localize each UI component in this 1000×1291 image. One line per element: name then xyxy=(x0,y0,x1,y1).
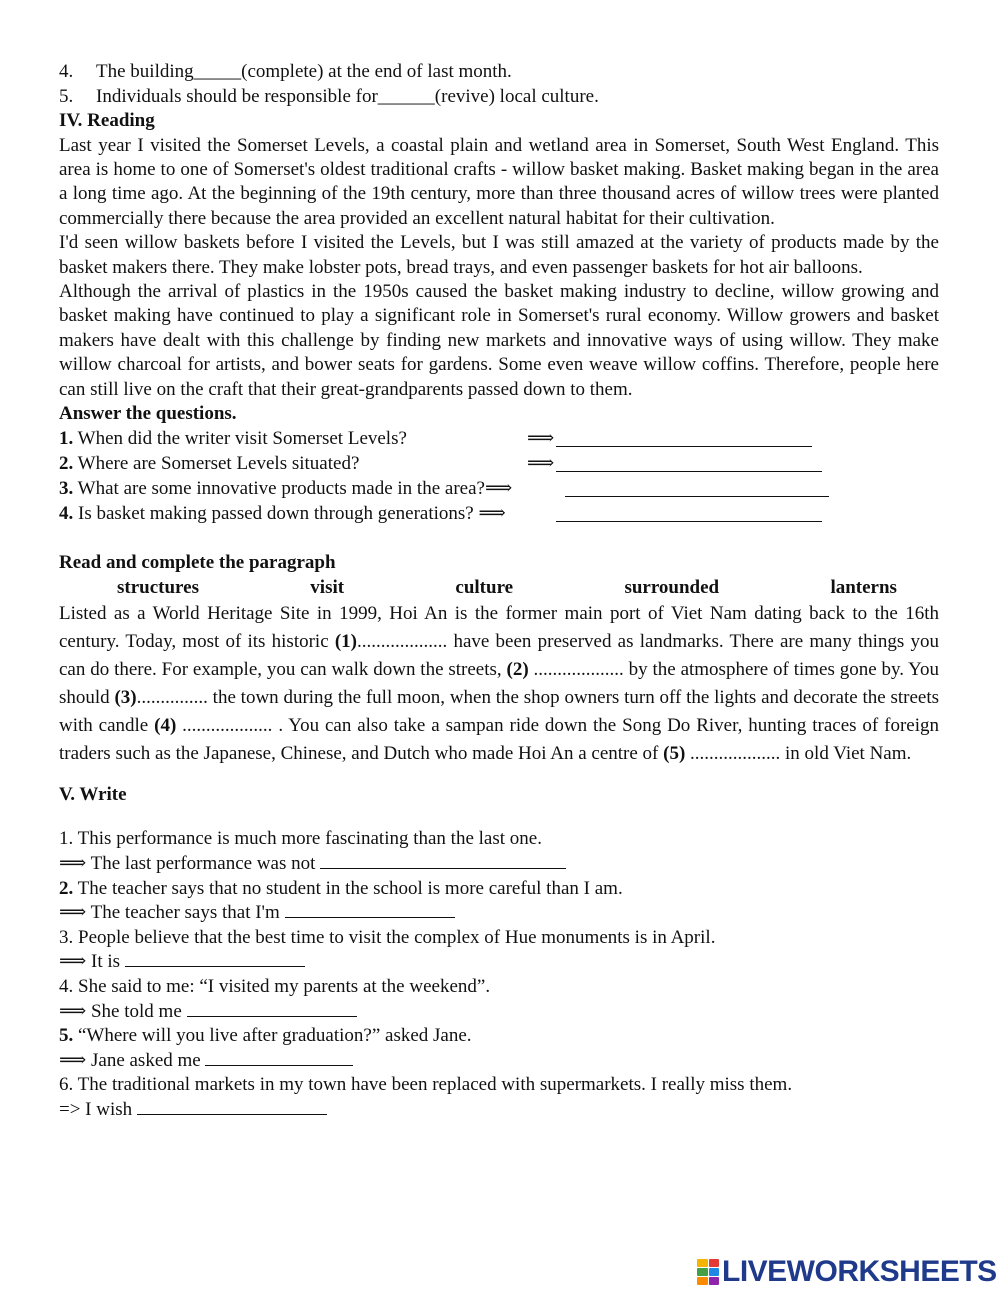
logo-block xyxy=(709,1268,720,1276)
question-text: Where are Somerset Levels situated? xyxy=(77,453,360,475)
write-answer-row xyxy=(59,901,939,926)
logo-text: LIVEWORKSHEETS xyxy=(722,1255,997,1288)
logo-block xyxy=(709,1259,720,1267)
write-prompt xyxy=(59,1024,939,1049)
item-number: 4. xyxy=(59,976,74,998)
item-number: 2. xyxy=(59,877,74,899)
reading-paragraph: Although the arrival of plastics in the 1950s caused the basket making industry to decline, willow growing and basket making have continued to play a significant role in Somerset's rural economy. Willow growers and basket makers have dealt with this challenge by finding new markets and innovative ways of using willow. They make willow charcoal for artists, and bower seats for gardens. Some even weave willow coffins. Therefore, people here can still live on the craft that their great-grandparents passed down to them. xyxy=(59,280,939,400)
question-text: Is basket making passed down through generations? xyxy=(78,503,474,525)
prompt-text: People believe that the best time to visit the complex of Hue monuments is in April. xyxy=(78,926,716,948)
answer-input[interactable] xyxy=(556,505,822,522)
write-answer-row xyxy=(59,1000,939,1025)
write-answer-row xyxy=(59,852,939,877)
question-row xyxy=(59,451,939,476)
item-number: 5. xyxy=(59,85,74,107)
cloze-blank-2[interactable]: (2) xyxy=(506,658,529,680)
questions-heading: Answer the questions. xyxy=(59,402,237,424)
cloze-text: ................... in old Viet Nam. xyxy=(685,742,912,764)
answer-blank[interactable]: _____ xyxy=(193,61,242,82)
prompt-text: The teacher says that no student in the school is more careful than I am. xyxy=(77,877,623,899)
answer-lead: => I wish xyxy=(59,1099,133,1120)
logo-block xyxy=(697,1268,708,1276)
answer-lead: ⟹ She told me xyxy=(59,1000,182,1022)
answer-input[interactable] xyxy=(320,852,566,869)
word-bank-item: culture xyxy=(455,576,514,598)
arrow-icon: ⟹ xyxy=(527,428,555,450)
question-row xyxy=(59,501,939,526)
item-number: 1. xyxy=(59,828,74,850)
write-section xyxy=(59,827,939,1122)
cloze-blank-5[interactable]: (5) xyxy=(663,742,686,764)
arrow-icon: ⟹ xyxy=(484,478,513,500)
cloze-text: Listed as a World Heritage Site in 1999, Hoi An is the former main port of Viet Nam dating back to the 16th century. Today, most of its historic xyxy=(59,602,939,652)
section-heading-complete: Read and complete the paragraph xyxy=(59,552,336,574)
cloze-blank-4[interactable]: (4) xyxy=(154,714,177,736)
question-row xyxy=(59,476,939,501)
prompt-text: She said to me: “I visited my parents at the weekend”. xyxy=(78,976,491,998)
answer-input[interactable] xyxy=(556,430,812,447)
item-text: (revive) local culture. xyxy=(434,85,599,107)
prompt-text: The traditional markets in my town have been replaced with supermarkets. I really miss them. xyxy=(77,1074,793,1096)
write-prompt xyxy=(59,1073,939,1098)
question-number: 4. xyxy=(59,503,74,525)
answer-input[interactable] xyxy=(565,480,829,497)
logo-block xyxy=(697,1277,708,1285)
answer-lead: ⟹ The last performance was not xyxy=(59,853,316,875)
prompt-text: This performance is much more fascinating than the last one. xyxy=(77,828,542,850)
answer-lead: ⟹ It is xyxy=(59,951,121,973)
write-answer-row xyxy=(59,1049,939,1074)
write-answer-row xyxy=(59,950,939,975)
question-row xyxy=(59,426,939,451)
cloze-text: ............... the town during the full moon, when the shop owners turn off the lights and decorate the streets with candle xyxy=(59,686,939,736)
section-heading-write: V. Write xyxy=(59,783,127,805)
word-bank-item: surrounded xyxy=(624,576,720,598)
item-text: The building xyxy=(96,61,194,82)
cloze-text: ................... . You can also take a sampan ride down the Song Do River, hunting traces of foreign traders such as the Japanese, Chinese, and Dutch who made Hoi An a centre of xyxy=(59,714,940,764)
word-bank xyxy=(59,576,939,600)
write-prompt xyxy=(59,926,939,951)
answer-blank[interactable]: ______ xyxy=(377,85,435,107)
answer-input[interactable] xyxy=(285,901,455,918)
item-number: 3. xyxy=(59,926,74,948)
cloze-paragraph xyxy=(59,600,939,768)
question-number: 2. xyxy=(59,453,74,475)
reading-paragraph: Last year I visited the Somerset Levels, a coastal plain and wetland area in Somerset, South West England. This area is home to one of Somerset's oldest traditional crafts - willow basket making. Basket making began in the area a long time ago. At the beginning of the 19th century, more than three thousand acres of willow trees were planted commercially there because the area provided an excellent natural habitat for their cultivation. xyxy=(59,134,939,229)
answer-input[interactable] xyxy=(137,1098,327,1115)
answer-input[interactable] xyxy=(125,950,305,967)
grammar-item xyxy=(59,60,939,85)
question-number: 3. xyxy=(59,478,74,500)
answer-input[interactable] xyxy=(556,455,822,472)
grammar-item xyxy=(59,85,939,110)
prompt-text: “Where will you live after graduation?” asked Jane. xyxy=(78,1025,472,1047)
word-bank-item: structures xyxy=(117,576,199,598)
cloze-text: ................... by the atmosphere of times gone by. You should xyxy=(59,658,939,708)
liveworksheets-logo xyxy=(697,1255,997,1289)
arrow-icon: ⟹ xyxy=(527,453,555,475)
item-text: Individuals should be responsible for xyxy=(96,85,378,107)
write-prompt xyxy=(59,827,939,852)
word-bank-item: visit xyxy=(310,576,345,598)
reading-paragraph: I'd seen willow baskets before I visited the Levels, but I was still amazed at the variety of products made by the basket makers there. They make lobster pots, bread trays, and even passenger baskets for hot air balloons. xyxy=(59,232,939,278)
answer-input[interactable] xyxy=(187,1000,357,1017)
word-bank-item: lanterns xyxy=(830,576,897,598)
item-text: (complete) at the end of last month. xyxy=(241,61,512,82)
write-prompt xyxy=(59,877,939,902)
section-heading-reading: IV. Reading xyxy=(59,110,155,131)
arrow-icon: ⟹ xyxy=(478,503,506,525)
write-answer-row xyxy=(59,1098,939,1123)
item-number: 4. xyxy=(59,61,74,82)
question-text: When did the writer visit Somerset Levels? xyxy=(77,428,407,450)
logo-block xyxy=(697,1259,708,1267)
question-number: 1. xyxy=(59,428,74,450)
item-number: 5. xyxy=(59,1025,74,1047)
write-prompt xyxy=(59,975,939,1000)
answer-lead: ⟹ The teacher says that I'm xyxy=(59,902,280,924)
liveworksheets-logo-icon xyxy=(697,1259,719,1285)
logo-block xyxy=(709,1277,720,1285)
cloze-blank-1[interactable]: (1) xyxy=(334,630,358,652)
grammar-section xyxy=(59,60,939,109)
worksheet-page xyxy=(59,60,939,1123)
cloze-blank-3[interactable]: (3) xyxy=(114,686,137,708)
question-text: What are some innovative products made in the area? xyxy=(77,478,485,500)
answer-input[interactable] xyxy=(205,1049,353,1066)
item-number: 6. xyxy=(59,1074,74,1096)
cloze-text: ................... have been preserved as landmarks. There are many things you can do there. For example, you can walk down the streets, xyxy=(59,630,939,680)
answer-lead: ⟹ Jane asked me xyxy=(59,1049,201,1071)
